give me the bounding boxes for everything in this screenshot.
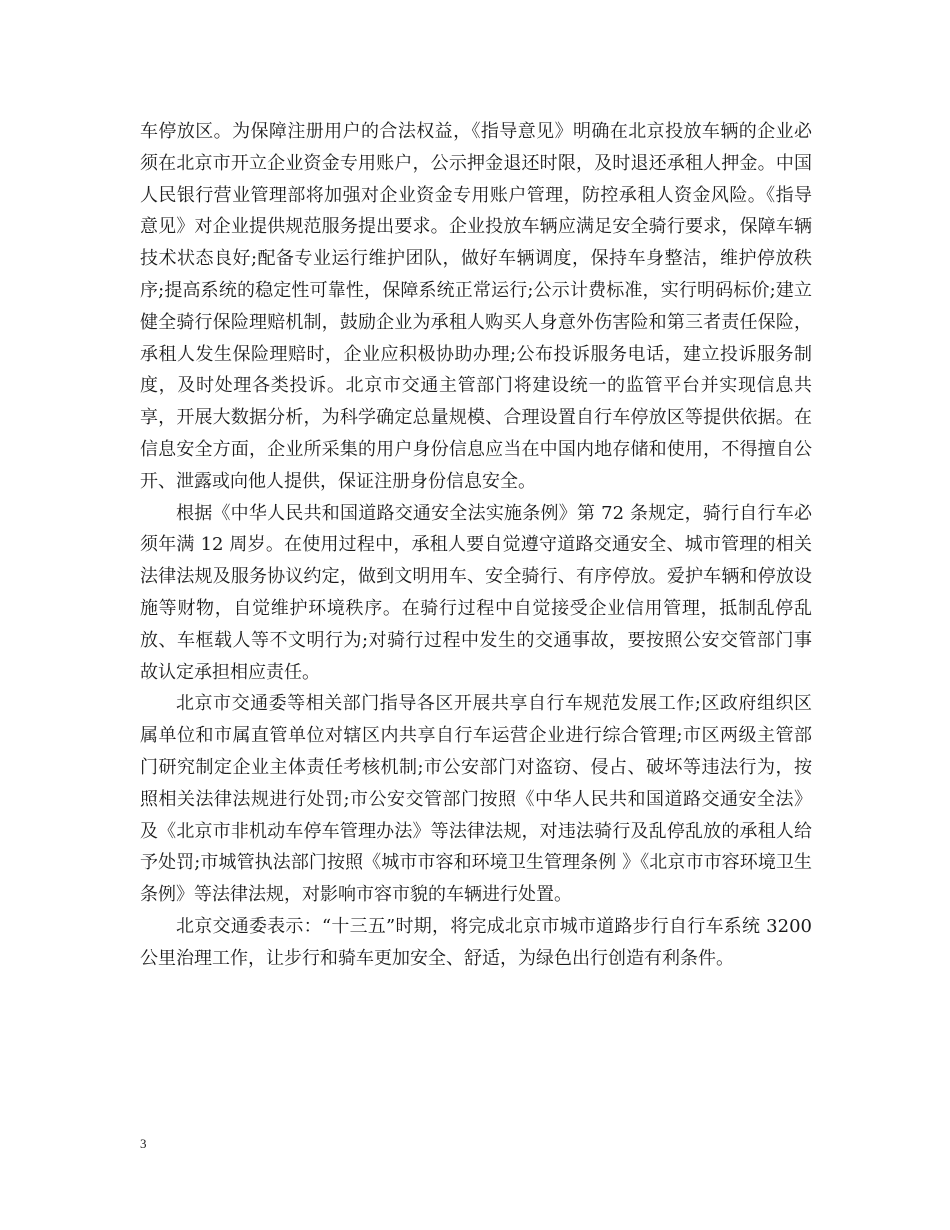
paragraph-2: 根据《中华人民共和国道路交通安全法实施条例》第 72 条规定，骑行自行车必须年满 12 周岁。在使用过程中，承租人要自觉遵守道路交通安全、城市管理的相关法律法规及服务协议约定，做到文明用车、安全骑行、有序停放。爱护车辆和停放设施等财物，自觉维护环境秩序。在骑行过程中自觉接受企业信用管理，抵制乱停乱放、车框载人等不文明行为;对骑行过程中发生的交通事故，要按照公安交管部门事故认定承担相应责任。 bbox=[140, 502, 812, 683]
paragraph-1: 车停放区。为保障注册用户的合法权益，《指导意见》明确在北京投放车辆的企业必须在北京市开立企业资金专用账户，公示押金退还时限，及时退还承租人押金。中国人民银行营业管理部将加强对企业资金专用账户管理，防控承租人资金风险。《指导意见》对企业提供规范服务提出要求。企业投放车辆应满足安全骑行要求，保障车辆技术状态良好;配备专业运行维护团队，做好车辆调度，保持车身整洁，维护停放秩序;提高系统的稳定性可靠性，保障系统正常运行;公示计费标准，实行明码标价;建立健全骑行保险理赔机制，鼓励企业为承租人购买人身意外伤害险和第三者责任保险，承租人发生保险理赔时，企业应积极协助办理;公布投诉服务电话，建立投诉服务制度，及时处理各类投诉。北京市交通主管部门将建设统一的监管平台并实现信息共享，开展大数据分析，为科学确定总量规模、合理设置自行车停放区等提供依据。在信息安全方面，企业所采集的用户身份信息应当在中国内地存储和使用，不得擅自公开、泄露或向他人提供，保证注册身份信息安全。 bbox=[140, 121, 812, 492]
body-text bbox=[140, 116, 812, 975]
paragraph-3: 北京市交通委等相关部门指导各区开展共享自行车规范发展工作;区政府组织区属单位和市属直管单位对辖区内共享自行车运营企业进行综合管理;市区两级主管部门研究制定企业主体责任考核机制;市公安部门对盗窃、侵占、破坏等违法行为，按照相关法律法规进行处罚;市公安交管部门按照《中华人民共和国道路交通安全法》及《北京市非机动车停车管理办法》等法律法规，对违法骑行及乱停乱放的承租人给予处罚;市城管执法部门按照《城市市容和环境卫生管理条例 》《北京市市容环境卫生条例》等法律法规，对影响市容市貌的车辆进行处置。 bbox=[140, 693, 812, 906]
page-number: 3 bbox=[140, 1136, 147, 1151]
paragraph-4: 北京交通委表示：“十三五”时期，将完成北京市城市道路步行自行车系统 3200 公里治理工作，让步行和骑车更加安全、舒适，为绿色出行创造有利条件。 bbox=[140, 915, 812, 969]
